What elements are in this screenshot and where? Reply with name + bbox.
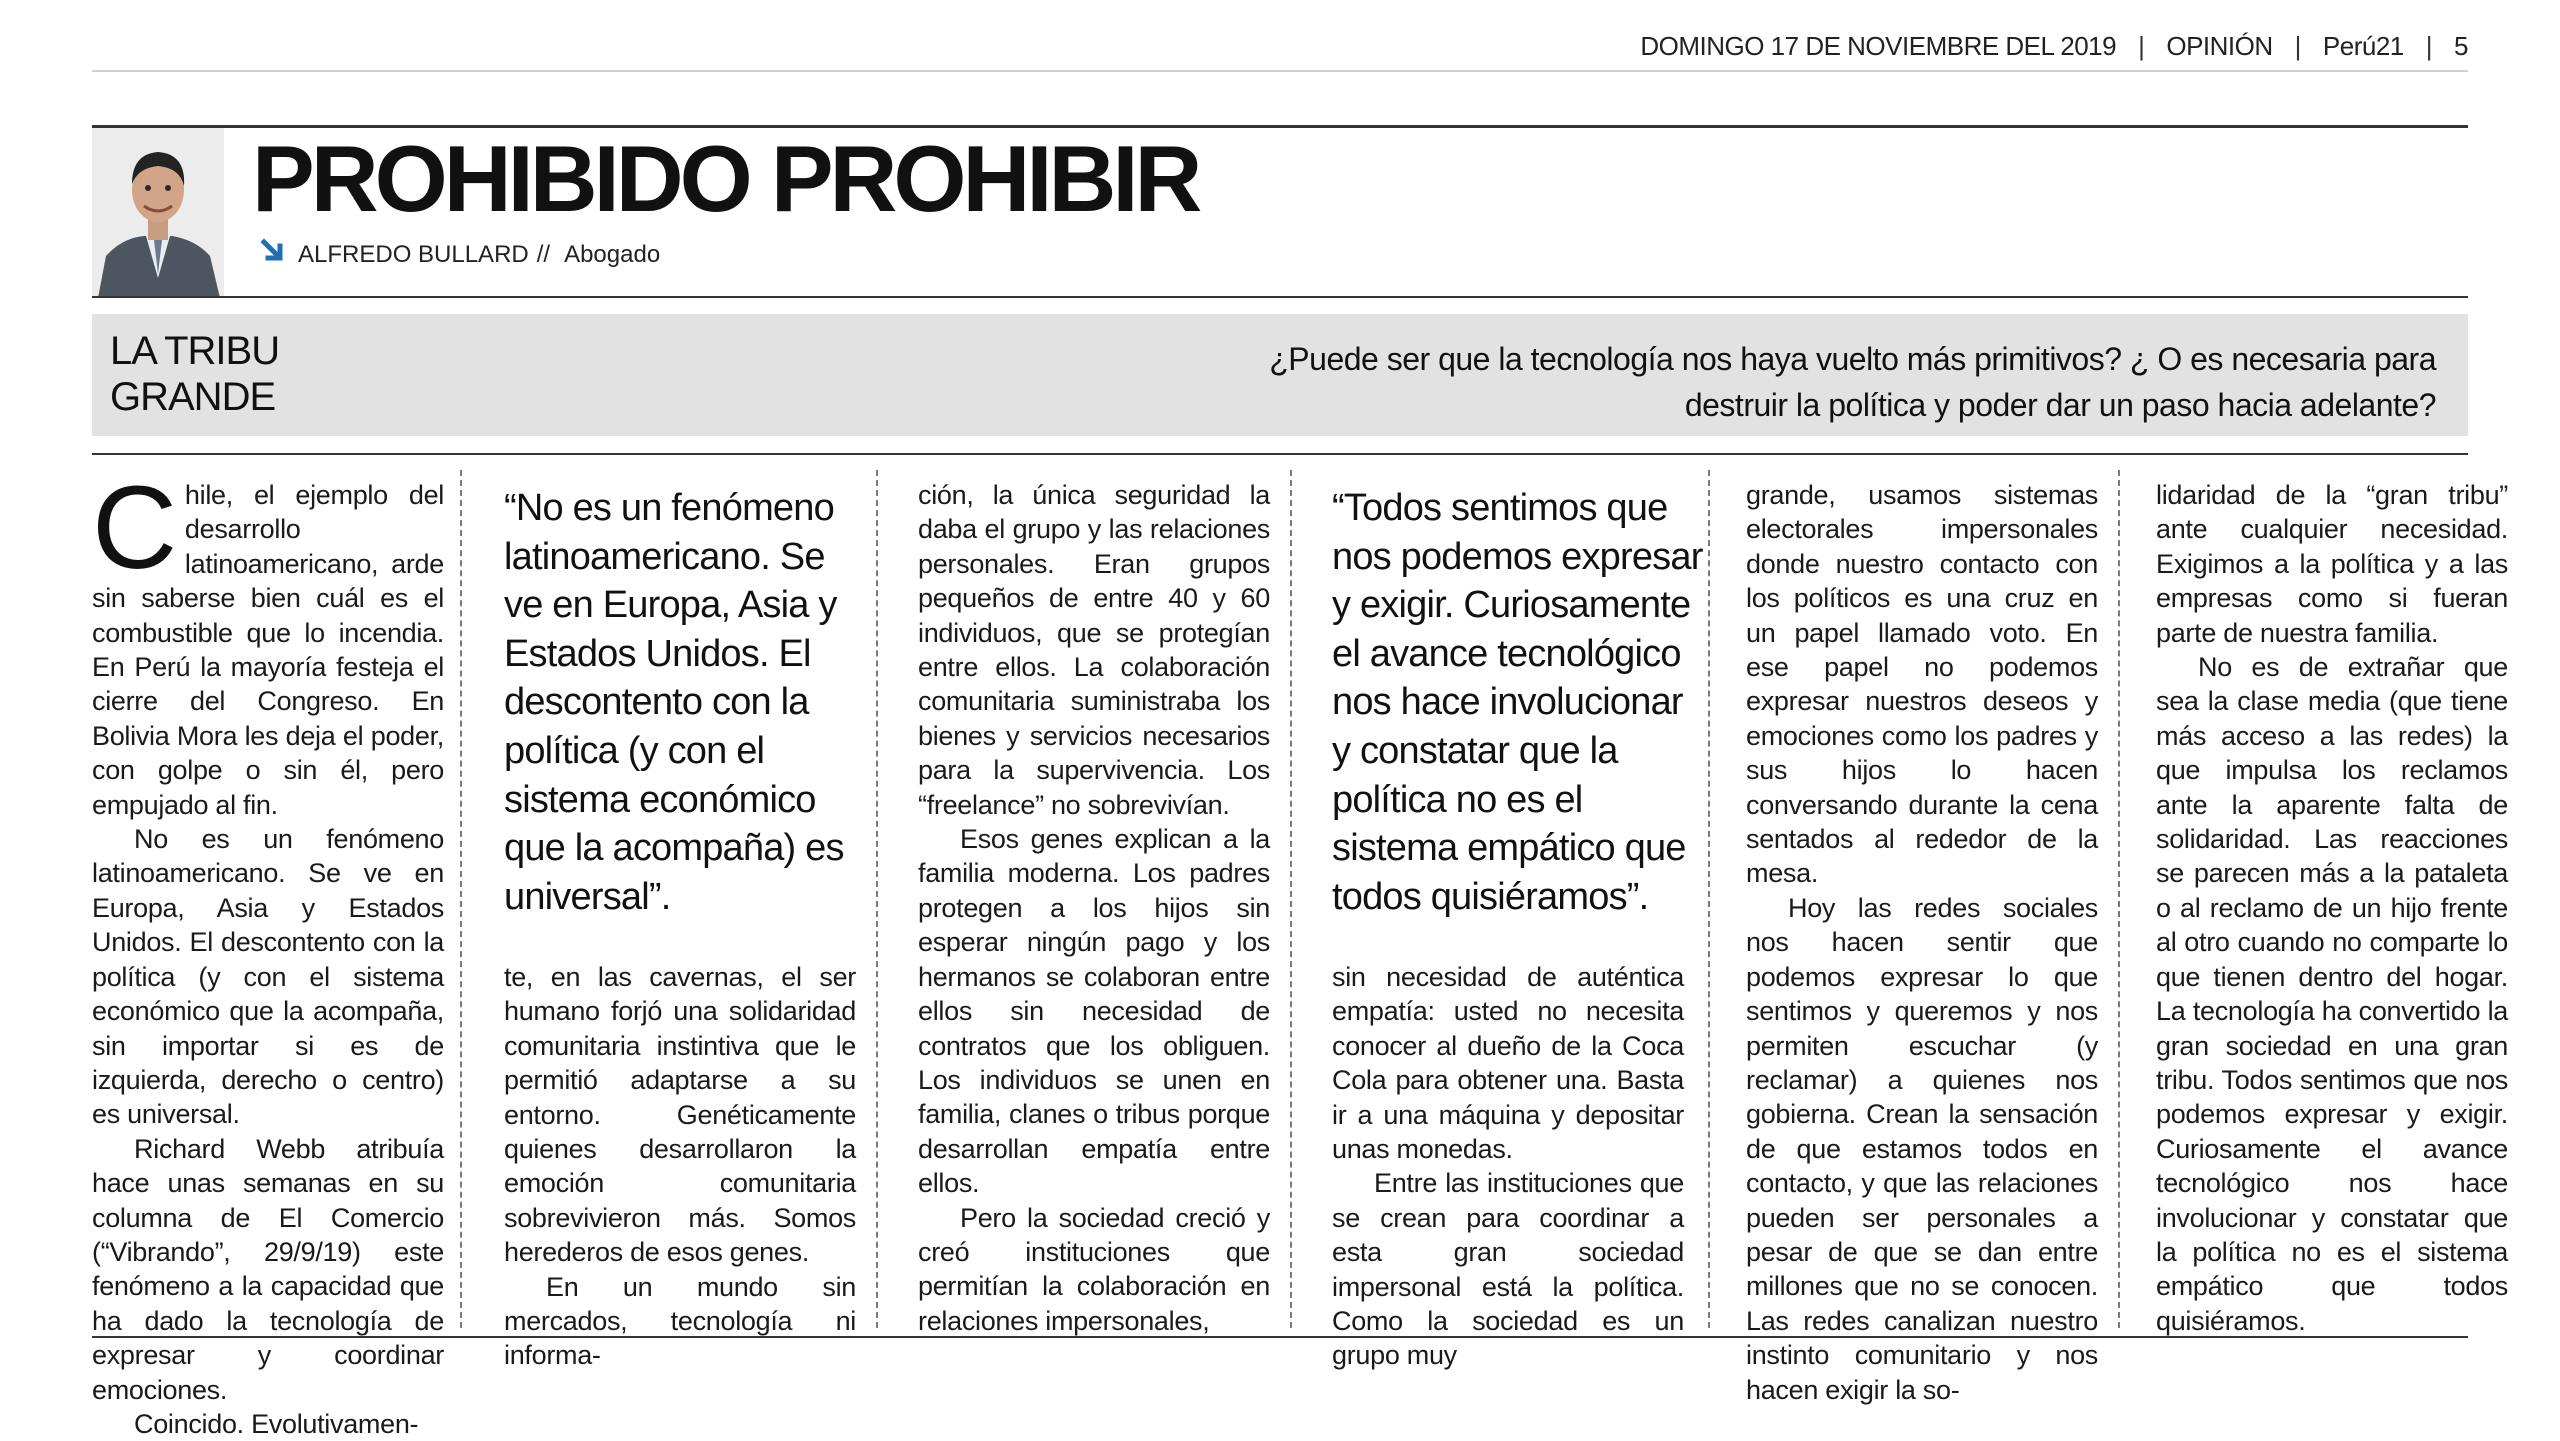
header-rule	[92, 296, 2468, 298]
newspaper-name: Perú21	[2322, 30, 2404, 61]
text-column-1	[92, 462, 444, 1441]
article-deck: ¿Puede ser que la tecnología nos haya vuelto más primitivos? ¿ O es necesaria para destruir la política y poder dar un paso hacia adelante?	[1269, 341, 2436, 423]
paragraph: grande, usamos sistemas electorales impersonales donde nuestro contacto con los políticos es una cruz en un papel llamado voto. En ese papel no podemos expresar nuestros deseos y emociones como los padres y sus hijos lo hacen conversando durante la cena sentados al rededor de la mesa.	[1746, 480, 2098, 889]
paragraph: lidaridad de la “gran tribu” ante cualquier necesidad. Exigimos a la política y a las empresas como si fueran parte de nuestra familia.	[2156, 480, 2508, 648]
paragraph: En un mundo sin mercados, tecnología ni informa-	[504, 1271, 856, 1371]
text-column-5	[1746, 478, 2098, 1407]
deck-rule	[92, 453, 2468, 455]
paragraph: ción, la única seguridad la daba el grupo y las relaciones personales. Eran grupos pequeños de entre 40 y 60 individuos, que se protegían entre ellos. La colaboración comunitaria suministraba los bienes y servicios necesarios para la supervivencia. Los “freelance” no sobrevivían.	[918, 480, 1270, 820]
text-column-4	[1332, 960, 1684, 1373]
author-name: ALFREDO BULLARD	[298, 240, 529, 268]
page-number: 5	[2454, 30, 2468, 61]
paragraph-text: hile, el ejemplo del desarrollo latinoamericano, arde sin saberse bien cuál es el combustible que lo incendia. En Perú la mayoría festeja el cierre del Congreso. En Bolivia Mora les deja el poder, con golpe o sin él, pero empujado al fin.	[92, 480, 444, 820]
column-title: PROHIBIDO PROHIBIR	[252, 126, 1199, 231]
paragraph: sin necesidad de auténtica empatía: usted no necesita conocer al dueño de la Coca Cola para obtener una. Basta ir a una máquina y depositar unas monedas.	[1332, 962, 1684, 1165]
paragraph: Pero la sociedad creció y creó instituciones que permitían la colaboración en relaciones impersonales,	[918, 1202, 1270, 1336]
column-divider	[1708, 470, 1710, 1328]
arrow-down-right-icon	[260, 238, 286, 271]
header-separator: |	[2294, 30, 2301, 61]
byline-separator: //	[536, 240, 551, 268]
author-role: Abogado	[564, 240, 661, 268]
byline	[260, 238, 660, 271]
pull-quote: “Todos sentimos que nos podemos expresar y exigir. Curiosamente el avance tecnológico nos hace involucionar y constatar que la política no es el sistema empático que todos quisiéramos”.	[1332, 487, 1703, 918]
header-separator: |	[2425, 30, 2433, 61]
issue-date: DOMINGO 17 DE NOVIEMBRE DEL 2019	[1640, 30, 2117, 61]
section-name: OPINIÓN	[2166, 30, 2273, 61]
paragraph: Entre las instituciones que se crean para coordinar a esta gran sociedad impersonal está la política. Como la sociedad es un grupo muy	[1332, 1168, 1684, 1371]
paragraph: Coincido. Evolutivamen-	[134, 1408, 419, 1439]
drop-cap: C	[92, 462, 177, 594]
paragraph: No es un fenómeno latinoamericano. Se ve en Europa, Asia y Estados Unidos. El descontento con la política (y con el sistema económico que la acompaña, sin importar si es de izquierda, derecho o centro) es universal.	[92, 824, 444, 1130]
page-header	[92, 22, 2468, 72]
text-column-2	[504, 960, 856, 1373]
paragraph: No es de extrañar que sea la clase media (que tiene más acceso a las redes) la que impulsa los reclamos ante la aparente falta de solidaridad. Las reacciones se parecen más a la pataleta o al reclamo de un hijo frente al otro cuando no comparte lo que tienen dentro del hogar. La tecnología ha convertido la gran sociedad en una gran tribu. Todos sentimos que nos podemos expresar y exigir. Curiosamente el avance tecnológico nos hace involucionar y constatar que la política no es el sistema empático que todos quisiéramos.	[2156, 652, 2508, 1336]
paragraph: Esos genes explican a la familia moderna. Los padres protegen a los hijos sin esperar ningún pago y los hermanos se colaboran entre ellos sin necesidad de contratos que los obliguen. Los individuos se unen en familia, clanes o tribus porque desarrollan empatía entre ellos.	[918, 824, 1270, 1199]
article-headline: LA TRIBU GRANDE	[110, 329, 280, 419]
text-column-3	[918, 478, 1270, 1338]
paragraph: te, en las cavernas, el ser humano forjó una solidaridad comunitaria instintiva que le permitió adaptarse a su entorno. Genéticamente quienes desarrollaron la emoción comunitaria sobrevivieron más. Somos herederos de esos genes.	[504, 962, 856, 1268]
paragraph	[92, 462, 444, 822]
author-portrait-drawing	[92, 128, 224, 298]
paragraph: Richard Webb atribuía hace unas semanas en su columna de El Comercio (“Vibrando”, 29/9/19) este fenómeno a la capacidad que ha dado la tecnología de expresar y coordinar emociones.	[92, 1133, 444, 1405]
text-column-6	[2156, 478, 2508, 1338]
article-deck-band	[92, 314, 2468, 436]
column-divider	[1290, 470, 1292, 1328]
header-separator: |	[2138, 30, 2145, 61]
paragraph: Hoy las redes sociales nos hacen sentir que podemos expresar lo que sentimos y queremos y nos permiten escuchar (y reclamar) a quienes nos gobierna. Crean la sensación de que estamos todos en contacto, y que las relaciones pueden ser personales a pesar de que se dan entre millones que no se conocen. Las redes canalizan nuestro instinto comunitario y nos hacen exigir la so-	[1746, 892, 2098, 1405]
column-divider	[2118, 470, 2120, 1328]
bottom-rule	[92, 1336, 2468, 1338]
column-divider	[876, 470, 878, 1328]
author-portrait	[92, 128, 224, 298]
pull-quote: “No es un fenómeno latinoamericano. Se ve en Europa, Asia y Estados Unidos. El descontento con la política (y con el sistema económico que la acompaña) es universal”.	[504, 487, 844, 918]
column-divider	[460, 470, 462, 1328]
